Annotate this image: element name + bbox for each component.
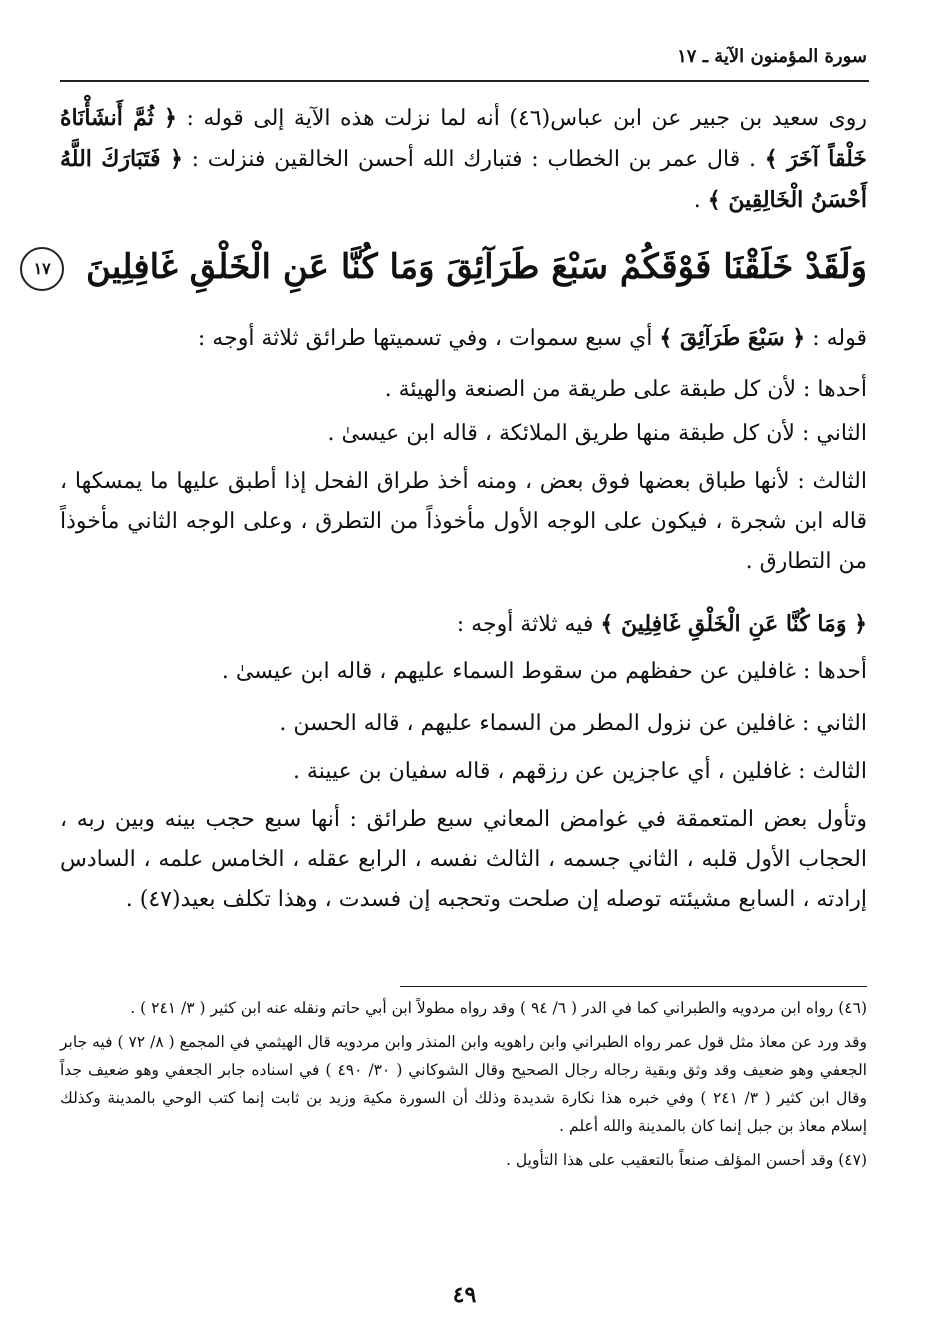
paragraph-7: الثاني : غافلين عن نزول المطر من السماء عليهم ، قاله الحسن .	[279, 711, 867, 736]
paragraph-4: الثالث : لأنها طباق بعضها فوق بعض ، ومنه أخذ طراق الفحل إذا أطبق عليها ما يمسكها ، قاله ابن شجرة ، فيكون على الوجه الأول مأخوذاً من التطرق ، وعلى الوجه الثاني مأخوذاً من التطارق .	[60, 469, 867, 574]
intro-line3-end: .	[693, 188, 701, 213]
p1-rest: أي سبع سموات ، وفي تسميتها طرائق ثلاثة أوجه :	[197, 326, 653, 351]
footnote-46a: (٤٦) رواه ابن مردويه والطبراني كما في الدر ( ٦/ ٩٤ ) وقد رواه مطولاً ابن أبي حاتم ونقله عنه ابن كثير ( ٣/ ٢٤١ ) .	[130, 999, 867, 1017]
paragraph-5	[60, 604, 867, 645]
intro-line1: روى سعيد بن جبير عن ابن عباس(٤٦) أنه لما نزلت هذه الآية إلى قوله :	[186, 106, 868, 131]
quran-quote-1: ﴿ ثُمَّ أَنشَأْنَاهُ خَلْقاً آخَرَ ﴾	[60, 105, 867, 172]
ayah-number-marker: ١٧	[20, 247, 64, 291]
paragraph-8: الثالث : غافلين ، أي عاجزين عن رزقهم ، قاله سفيان بن عيينة .	[292, 759, 867, 784]
paragraph-6: أحدها : غافلين عن حفظهم من سقوط السماء عليهم ، قاله ابن عيسىٰ .	[221, 659, 867, 684]
header-rule	[60, 80, 869, 82]
paragraph-1	[60, 318, 867, 359]
paragraph-2: أحدها : لأن كل طبقة على طريقة من الصنعة والهيئة .	[384, 377, 867, 402]
footnote-47: (٤٧) وقد أحسن المؤلف صنعاً بالتعقيب على هذا التأويل .	[506, 1151, 867, 1169]
intro-line3-start: فنزلت :	[191, 147, 266, 172]
page-number: ٤٩	[452, 1282, 477, 1308]
paragraph-9: وتأول بعض المتعمقة في غوامض المعاني سبع طرائق : أنها سبع حجب بينه وبين ربه ، الحجاب الأول قلبه ، الثاني جسمه ، الثالث نفسه ، الرابع عقله ، الخامس علمه ، السادس إرادته ، السابع مشيئته توصله إن صلحت وتحجبه إن فسدت ، وهذا تكلف بعيد(٤٧) .	[60, 807, 867, 912]
p1-start: قوله :	[812, 326, 867, 351]
footnote-rule	[400, 986, 867, 987]
intro-line2: . قال عمر بن الخطاب : فتبارك الله أحسن الخالقين	[274, 147, 756, 172]
intro-paragraph	[60, 98, 867, 221]
footnotes	[60, 994, 867, 1174]
quran-verse	[33, 238, 867, 296]
quran-quote-2: ﴿ فَتَبَارَكَ اللَّهُ أَحْسَنُ الْخَالِقِينَ ﴾	[60, 146, 867, 213]
p1-quote: ﴿ سَبْعَ طَرَآئِقَ ﴾	[659, 325, 806, 351]
p5-rest: فيه ثلاثة أوجه :	[456, 612, 594, 637]
paragraph-3: الثاني : لأن كل طبقة منها طريق الملائكة ، قاله ابن عيسىٰ .	[327, 421, 867, 446]
verse-text: وَلَقَدْ خَلَقْنَا فَوْقَكُمْ سَبْعَ طَرَآئِقَ وَمَا كُنَّا عَنِ الْخَلْقِ غَافِلِينَ	[86, 247, 867, 287]
footnote-46b: وقد ورد عن معاذ مثل قول عمر رواه الطبراني وابن راهويه وابن المنذر وابن مردويه قال الهيثمي في المجمع ( ٨/ ٧٢ ) فيه جابر الجعفي وهو ضعيف وقد وثق وبقية رجاله رجال الصحيح وقال الشوكاني ( ٣٠/ ٤٩٠ ) في اسناده جابر الجعفي وهو ضعيف جداً وقال ابن كثير ( ٣/ ٢٤١ ) وفي خبره هذا نكارة شديدة وذلك أن السورة مكية وزيد بن ثابت إنما كتب الوحي بالمدينة وكذلك إسلام معاذ بن جبل إنما كان بالمدينة والله أعلم .	[60, 1033, 867, 1135]
p5-quote: ﴿ وَمَا كُنَّا عَنِ الْخَلْقِ غَافِلِينَ ﴾	[600, 611, 867, 637]
running-header: سورة المؤمنون الآية ـ ١٧	[677, 46, 867, 67]
